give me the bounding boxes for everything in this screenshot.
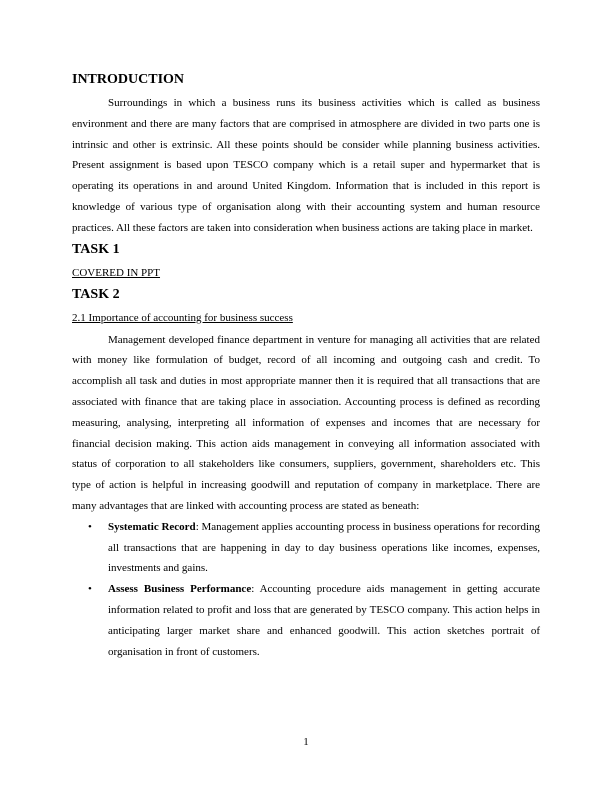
task1-heading: TASK 1 [72, 241, 120, 257]
task2-paragraph: Management developed finance department in venture for managing all activities that are related with money like formulation of budget, record of all incoming and outgoing cash and credit. To accomplish all task and duties in most appropriate manner then it is required that all transactions that are associated with finance that are taking place in association. Accounting process is defined as recording measuring, analysing, interpreting all information of expenses and incomes that are necessary for financial decision making. This action aids management in conveying all information associated with status of corporation to all stakeholders like consumers, suppliers, government, shareholders etc. This type of action is helpful in increasing goodwill and reputation of company in marketplace. There are many advantages that are linked with accounting process are stated as beneath: [72, 333, 540, 512]
task2-heading: TASK 2 [72, 286, 120, 302]
bullet-icon: • [88, 520, 92, 533]
document-page [72, 70, 540, 662]
introduction-paragraph: Surroundings in which a business runs its business activities which is called as business environment and there are many factors that are comprised in atmosphere are divided in two parts one is intrinsic and other is extrinsic. All these points should be consider while planning business activities. Present assignment is based upon TESCO company which is a retail super and hypermarket that is operating its operations in and around United Kingdom. Information that is included in this report is knowledge of various type of organisation along with their accounting system and human resource practices. All these factors are taken into consideration when business actions are taking place in market. [72, 97, 540, 234]
task2-subheading: 2.1 Importance of accounting for business success [72, 311, 293, 324]
bullet-icon: • [88, 583, 92, 596]
bullet-term: Systematic Record [108, 520, 196, 533]
list-item [72, 579, 540, 662]
bullet-text: : Management applies accounting process in business operations for recording all transactions that are happening in day to day business operations like incomes, expenses, investments and gains. [108, 520, 541, 575]
page-number: 1 [303, 736, 309, 748]
bullet-text: : Accounting procedure aids management in getting accurate information related to profit and loss that are generated by TESCO company. This action helps in anticipating larger market share and enhanced goodwill. This action sketches portrait of organisation in front of customers. [108, 583, 540, 658]
task1-note: COVERED IN PPT [72, 266, 161, 279]
introduction-heading: INTRODUCTION [72, 72, 185, 87]
list-item [72, 517, 540, 579]
bullet-term: Assess Business Performance [108, 583, 252, 596]
advantages-list [72, 517, 540, 663]
